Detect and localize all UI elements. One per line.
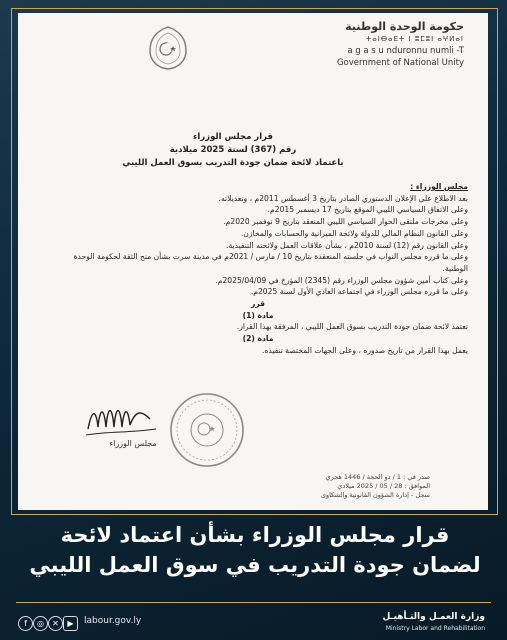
clause: وعلى مخرجات ملتقى الحوار السياسي الليبي المنعقد بتاريخ 9 نوفمبر 2020م. xyxy=(223,217,468,227)
reference-block xyxy=(310,473,430,500)
clause: بعد الاطلاع على الإعلان الدستوري الصادر بتاريخ 3 أغسطس 2011م ، وتعديلاته. xyxy=(218,193,468,203)
clause: وعلى القانون النظام المالي للدولة ولائحة الميزانية والحسابات والمخازن. xyxy=(240,228,468,238)
reference-issued: صدر في : 1 / ذو الحجة / 1446 هجري xyxy=(325,473,430,481)
ministry-name-arabic: وزارة العمـل والتـأهيـل xyxy=(382,612,485,622)
decree-subject: باعتماد لائحة ضمان جودة التدريب بسوق العمل الليبي xyxy=(122,158,344,168)
article-1-text: تعتمد لائحة ضمان جودة التدريب بسوق العمل الليبي ، المرفقة بهذا القرار. xyxy=(236,322,468,332)
youtube-icon[interactable]: ▶ xyxy=(63,616,78,631)
decree-title-block xyxy=(108,131,358,170)
clause: وعلى ما قرره مجلس الوزراء في اجتماعه العادي الأول لسنة 2025م. xyxy=(250,287,468,297)
government-name-english: Government of National Unity xyxy=(336,58,464,68)
reference-registry: سجل - إدارة الشؤون القانونية والشكاوى xyxy=(320,491,430,499)
decree-number: رقم (367) لسنة 2025 ميلادية xyxy=(169,145,297,155)
facebook-icon[interactable]: f xyxy=(18,616,33,631)
body-heading: مجلس الوزراء : xyxy=(410,182,468,191)
signature-label: مجلس الوزراء xyxy=(109,439,157,448)
government-letterhead xyxy=(264,21,464,69)
article-2-text: يعمل بهذا القرار من تاريخ صدوره ، وعلى الجهات المختصة تنفيذه. xyxy=(261,345,468,355)
clause: وعلى القانون رقم (12) لسنة 2010م ، بشأن علاقات العمل ولائحته التنفيذية. xyxy=(226,240,468,250)
website-link[interactable]: labour.gov.ly xyxy=(84,616,142,626)
decree-document xyxy=(18,13,488,510)
article-1-title: مادة (1) xyxy=(242,310,274,320)
government-name-amazigh-latin: a g a s u nduronnu numli -T xyxy=(347,46,464,56)
clause: وعلى الاتفاق السياسي الليبي الموقع بتاريخ 17 ديسمبر 2015م. xyxy=(267,205,468,215)
official-seal-icon xyxy=(168,391,246,469)
reference-date: الموافق : 28 / 05 / 2025 ميلادي xyxy=(337,482,430,490)
clause: وعلى كتاب أمين شؤون مجلس الوزراء رقم (2345) المؤرخ في 2025/04/09م. xyxy=(215,275,468,285)
libya-emblem-icon xyxy=(146,25,190,71)
decided-heading: قرر xyxy=(250,299,266,309)
ministry-name-english: Ministry Labor and Rehabilitation xyxy=(385,625,485,632)
footer xyxy=(0,606,507,636)
government-name-arabic: حكومة الوحدة الوطنية xyxy=(345,20,464,33)
article-2-title: مادة (2) xyxy=(242,334,274,344)
post-headline xyxy=(20,520,490,580)
decree-body xyxy=(48,181,468,357)
instagram-icon[interactable]: ◎ xyxy=(33,616,48,631)
headline-line-1: قرار مجلس الوزراء بشأن اعتماد لائحة xyxy=(60,523,450,547)
government-name-tifinagh: ⵜⴰⵏⴱⴰⴹⵜ ⵏ ⵓⵎⵓⵏ ⴰⵖⵍⴰⵏ xyxy=(365,35,464,43)
clause: وعلى ما قرره مجلس النواب في جلسته المنعقدة بتاريخ 10 / مارس / 2021م في مدينة سرت بشأن منح الثقة لحكومة الوحدة الوطنية. xyxy=(73,252,468,273)
footer-divider xyxy=(16,602,491,603)
x-icon[interactable]: ✕ xyxy=(48,616,63,631)
headline-line-2: لضمان جودة التدريب في سوق العمل الليبي xyxy=(29,553,481,577)
decree-council: قرار مجلس الوزراء xyxy=(193,132,273,142)
